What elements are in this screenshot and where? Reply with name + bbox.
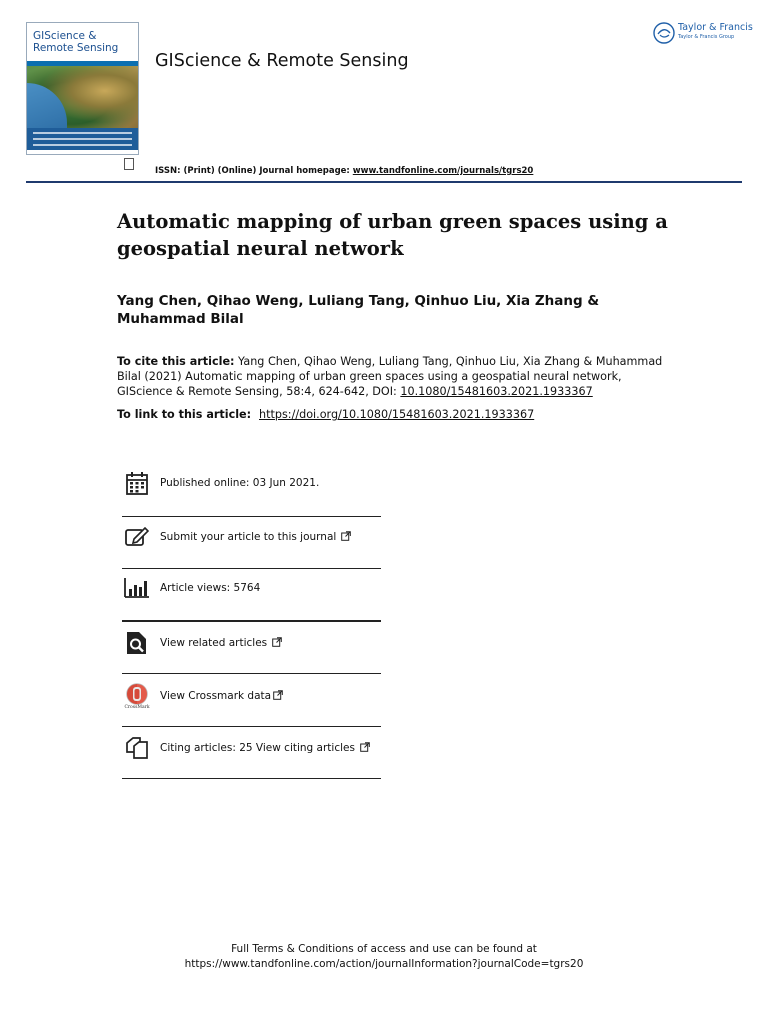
published-row xyxy=(122,457,381,509)
published-date: Published online: 03 Jun 2021. xyxy=(160,477,320,489)
article-authors: Yang Chen, Qihao Weng, Luliang Tang, Qinhuo Liu, Xia Zhang & Muhammad Bilal xyxy=(117,293,600,327)
terms-text: Full Terms & Conditions of access and use can be found at xyxy=(231,943,537,955)
cite-label: To cite this article: xyxy=(117,355,235,368)
barcode-icon xyxy=(124,158,134,170)
bar-chart-icon xyxy=(122,574,152,602)
citing-articles-link[interactable]: Citing articles: 25 View citing articles xyxy=(160,742,355,754)
cite-doi-link[interactable]: 10.1080/15481603.2021.1933367 xyxy=(400,385,593,398)
issn-line xyxy=(155,166,533,176)
row-divider xyxy=(122,778,381,779)
article-views-row xyxy=(122,562,381,614)
link-label: To link to this article: xyxy=(117,408,255,421)
header-divider xyxy=(26,181,742,183)
journal-cover-image xyxy=(26,22,139,155)
journal-name[interactable]: GIScience & Remote Sensing xyxy=(155,51,409,71)
publisher-name: Taylor & Francis xyxy=(678,22,753,33)
terms-footer xyxy=(0,942,768,972)
journal-homepage-link[interactable]: www.tandfonline.com/journals/tgrs20 xyxy=(352,166,534,176)
calendar-icon xyxy=(122,469,152,497)
external-link-icon xyxy=(341,531,351,541)
related-articles-row[interactable] xyxy=(122,617,381,669)
article-title: Automatic mapping of urban green spaces using a geospatial neural network xyxy=(117,210,668,260)
article-views-count: Article views: 5764 xyxy=(160,582,261,594)
citing-articles-row[interactable] xyxy=(122,722,381,774)
issn-text: ISSN: (Print) (Online) Journal homepage: xyxy=(155,166,353,176)
publisher-logo[interactable] xyxy=(653,22,753,44)
cite-text: Yang Chen, Qihao Weng, Luliang Tang, Qinhuo Liu, Xia Zhang & Muhammad Bilal (2021) Automatic mapping of urban green spaces using a geospatial neural network, GIScience & Remote Sensing, 58:4, 624-642, DOI: xyxy=(117,355,663,398)
article-link-line xyxy=(117,408,534,421)
citation-block xyxy=(117,354,677,399)
submit-article-link[interactable]: Submit your article to this journal xyxy=(160,531,337,543)
crossmark-link[interactable]: View Crossmark data xyxy=(160,690,272,702)
submit-article-row[interactable] xyxy=(122,511,381,563)
crossmark-icon xyxy=(122,682,152,710)
external-link-icon xyxy=(360,742,370,752)
copy-documents-icon xyxy=(122,734,152,762)
terms-link[interactable]: https://www.tandfonline.com/action/journalInformation?journalCode=tgrs20 xyxy=(184,958,584,970)
cover-title: GIScience & Remote Sensing xyxy=(33,30,119,54)
article-doi-link[interactable]: https://doi.org/10.1080/15481603.2021.1933367 xyxy=(259,408,535,421)
crossmark-row[interactable] xyxy=(122,670,381,722)
related-articles-link[interactable]: View related articles xyxy=(160,637,268,649)
search-document-icon xyxy=(122,629,152,657)
crossmark-logo-text: CrossMark xyxy=(124,704,150,710)
publisher-subtitle: Taylor & Francis Group xyxy=(678,34,735,40)
external-link-icon xyxy=(272,637,282,647)
external-link-icon xyxy=(273,690,283,700)
edit-icon xyxy=(122,523,152,551)
taylor-francis-logo-icon xyxy=(653,22,675,44)
